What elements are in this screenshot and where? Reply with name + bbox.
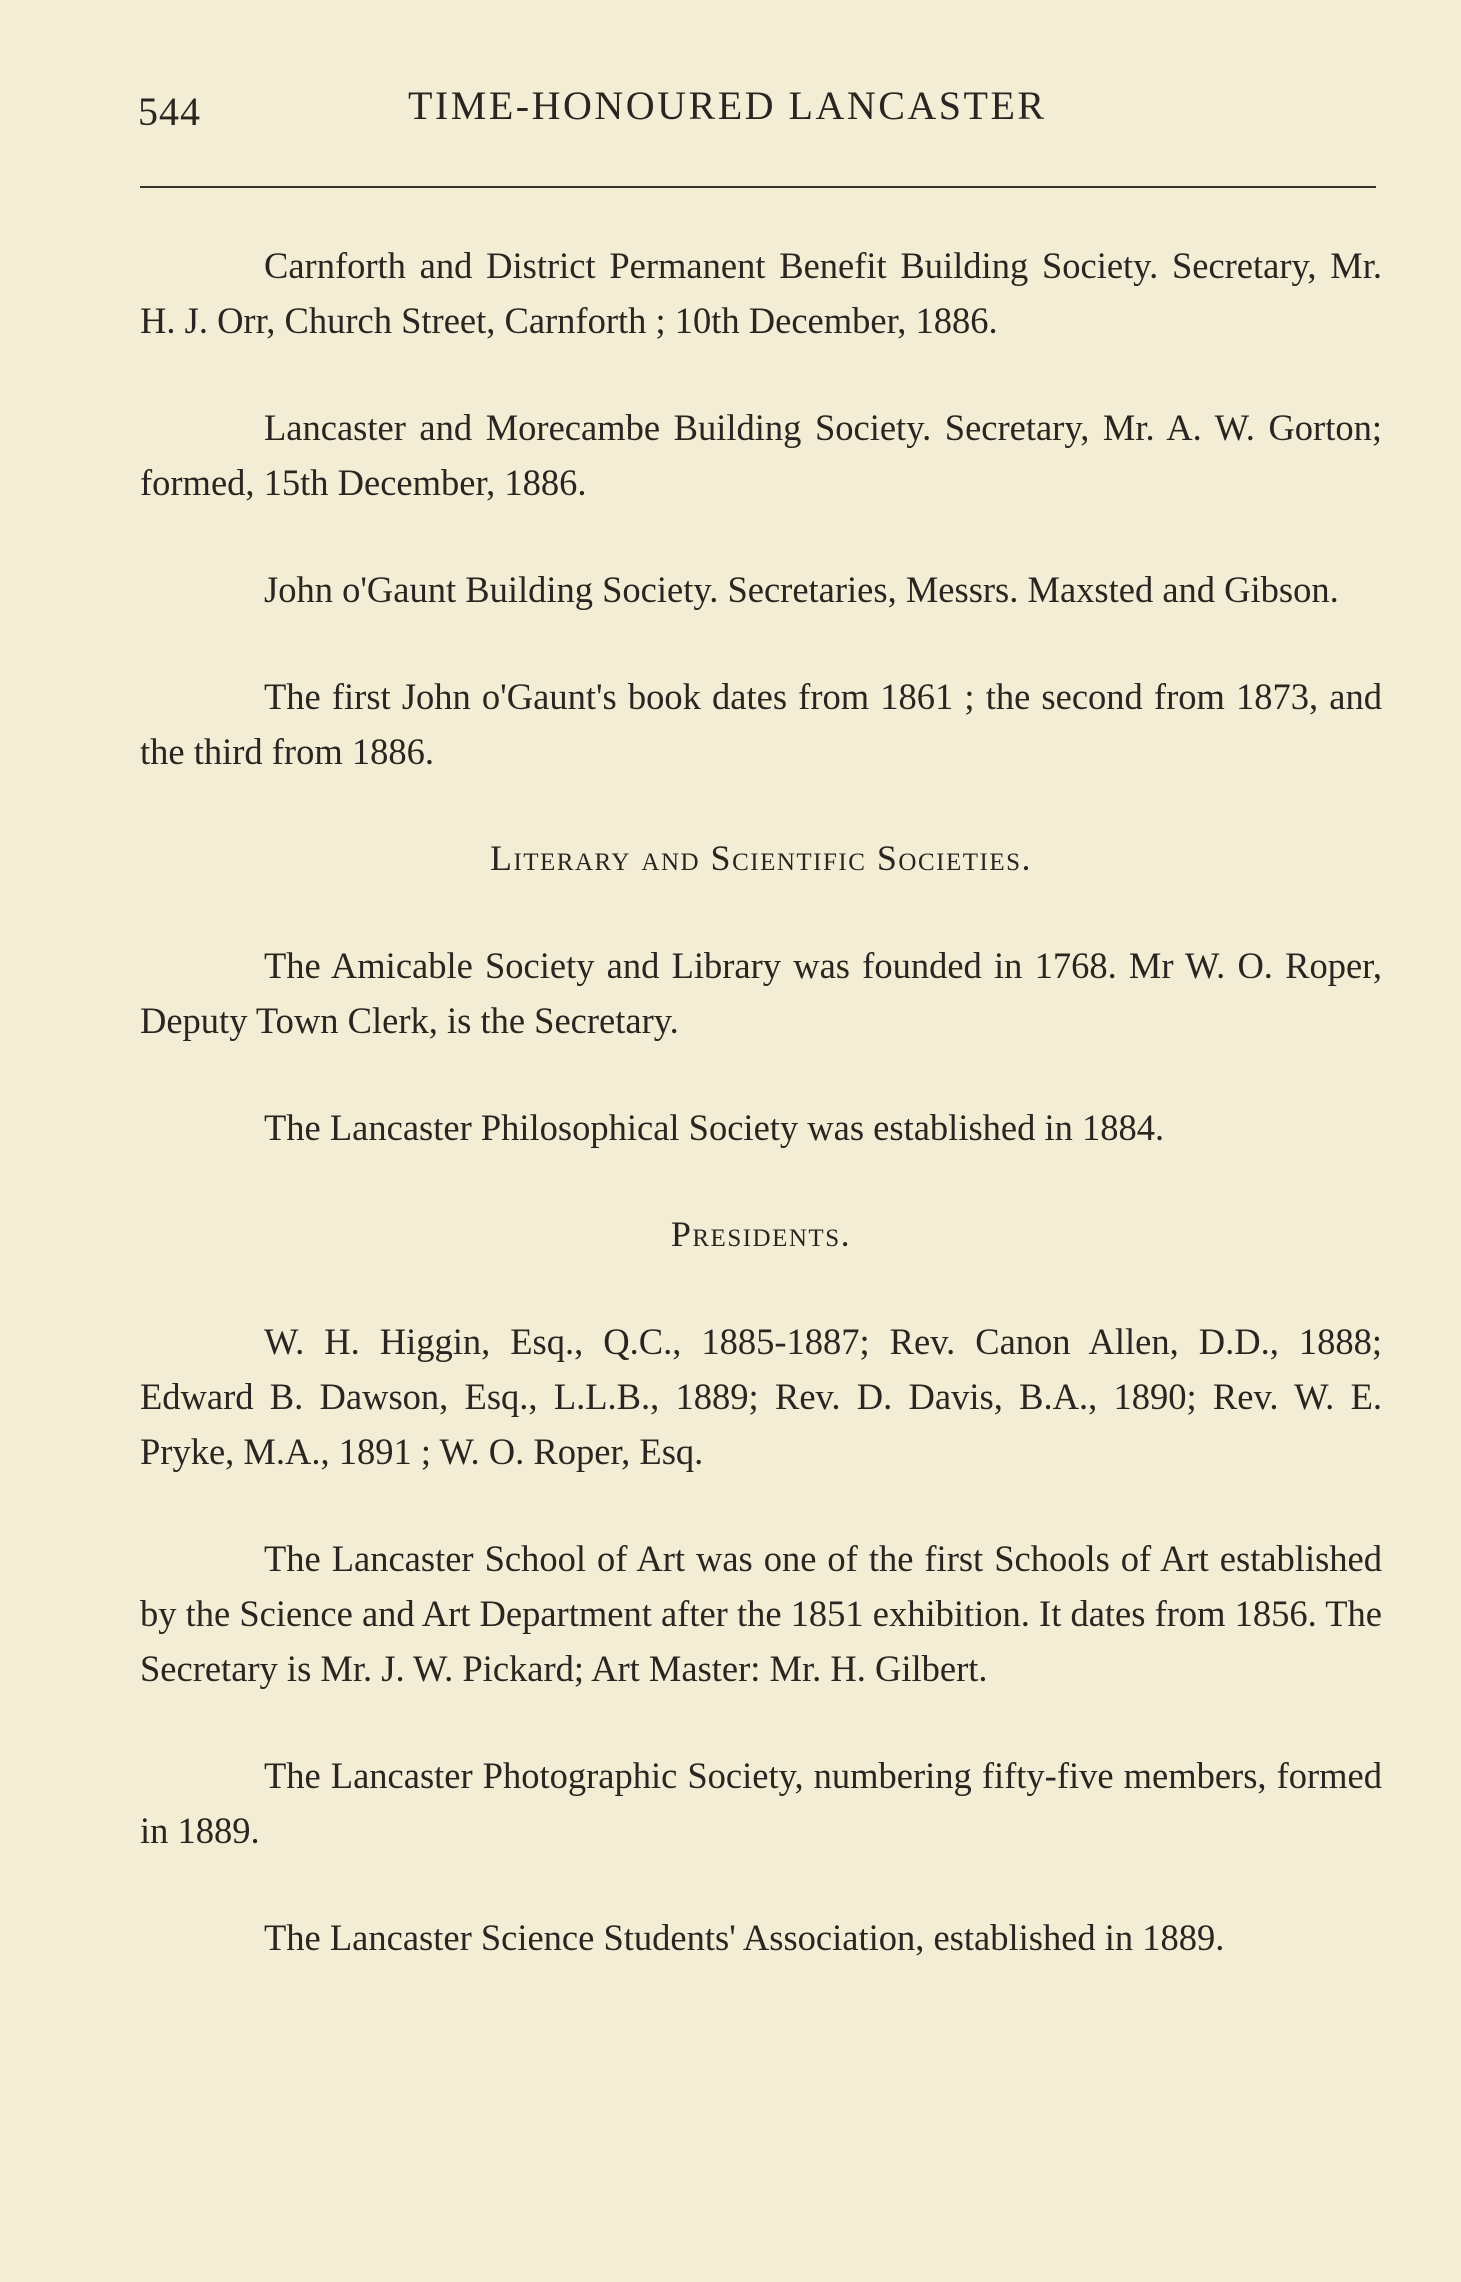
header-rule — [140, 186, 1376, 188]
paragraph-john-ogaunt-society: John o'Gaunt Building Society. Secretaries, Messrs. Maxsted and Gibson. — [264, 569, 1339, 610]
page-number: 544 — [138, 89, 201, 134]
paragraph-school-of-art: The Lancaster School of Art was one of the first Schools of Art established by the Science and Art Department after the 1851 exhibition. It dates from 1856. The Secretary is Mr. J. W. Pickard; Art Master: Mr. H. Gilbert. — [140, 1538, 1382, 1689]
paragraph-lancaster-morecambe-society: Lancaster and Morecambe Building Society. Secretary, Mr. A. W. Gorton; formed, 15th December, 1886. — [140, 407, 1382, 503]
section-heading-presidents: Presidents. — [670, 1214, 852, 1254]
paragraph-philosophical-society: The Lancaster Philosophical Society was established in 1884. — [264, 1107, 1165, 1148]
running-title: TIME-HONOURED LANCASTER — [408, 83, 1047, 128]
page-header — [138, 82, 1378, 142]
paragraph-amicable-society: The Amicable Society and Library was founded in 1768. Mr W. O. Roper, Deputy Town Clerk, is the Secretary. — [140, 945, 1382, 1041]
paragraph-photographic-society: The Lancaster Photographic Society, numbering fifty-five members, formed in 1889. — [140, 1755, 1382, 1851]
paragraph-john-ogaunt-books: The first John o'Gaunt's book dates from 1861 ; the second from 1873, and the third from 1886. — [140, 676, 1382, 772]
paragraph-presidents-list: W. H. Higgin, Esq., Q.C., 1885-1887; Rev. Canon Allen, D.D., 1888; Edward B. Dawson, Esq., L.L.B., 1889; Rev. D. Davis, B.A., 1890; Rev. W. E. Pryke, M.A., 1891 ; W. O. Roper, Esq. — [140, 1321, 1382, 1472]
section-heading-literary-scientific: Literary and Scientific Societies. — [489, 838, 1033, 878]
paragraph-science-students: The Lancaster Science Students' Association, established in 1889. — [264, 1917, 1225, 1958]
page-body — [140, 238, 1382, 2017]
paragraph-carnforth-society: Carnforth and District Permanent Benefit Building Society. Secretary, Mr. H. J. Orr, Church Street, Carnforth ; 10th December, 1886. — [140, 245, 1382, 341]
